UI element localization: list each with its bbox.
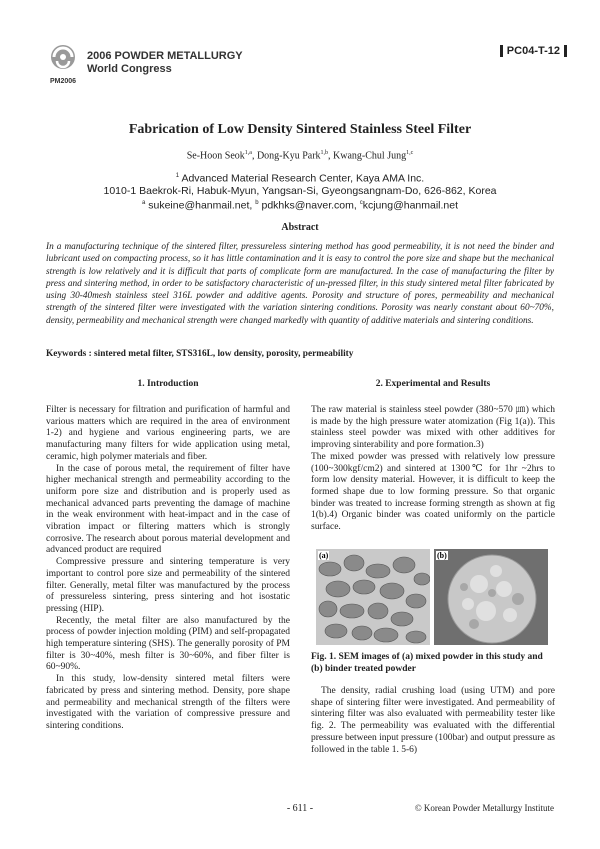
page-number: - 611 -: [286, 803, 314, 814]
affiliation-name: Advanced Material Research Center, Kaya AMA Inc.: [181, 172, 425, 185]
paragraph: Compressive pressure and sintering temperature is very important to control pore size and permeability of the sintered filter. Generally, metal filter was manufactured by the process of pressureless sintering, press sintering and hot isostatic pressing (HIP).: [46, 557, 290, 614]
abstract-heading: Abstract: [281, 222, 319, 233]
email-sup: c: [359, 199, 363, 206]
introduction-body: [46, 405, 290, 733]
section-heading-experimental: 2. Experimental and Results: [375, 379, 491, 389]
paragraph: In the case of porous metal, the requirement of filter have higher mechanical strength and permeability according to the uniform pore size and distribution and is properly used as mechanical advanced parts preventing the damage of machine in the weak environment with heat-impact and in the case of vibration impact or filtering matters which is strongly corrosive. The research about porous material development and advanced product are required: [46, 463, 290, 556]
email-sup: a: [141, 199, 146, 206]
paragraph: The density, radial crushing load (using UTM) and pore shape of sintering filter were investigated. And permeability of sintering filter was also evaluated with permeability tester like fig. 2. The permeability was evaluated with the differential pressure between input pressure (100bar) and output pressure as followed in the table 1. 5-6): [311, 686, 555, 755]
paper-code: PC04-T-12: [500, 45, 567, 57]
keywords: Keywords : sintered metal filter, STS316L, low density, porosity, permeability: [46, 349, 354, 359]
sem-image-binder-treated: [434, 549, 548, 645]
paragraph: The raw material is stainless steel powder (380~570 ㎛) which is made by the high pressure water atomization (Fig 1(a)). This stainless steel powder was mixed with other additives for improving sinterability and pore formation.3): [311, 405, 555, 451]
copyright-notice: © Korean Powder Metallurgy Institute: [414, 803, 554, 813]
experimental-body: [311, 405, 555, 534]
paragraph: In this study, low-density sintered metal filters were fabricated by press and sintering method. Density, pore shape and permeability and mechanical strength of the filters were investigated with the variation of compressive pressure and sintering conditions.: [46, 674, 290, 731]
affiliation-sup: 1: [175, 173, 180, 179]
experimental-body-continued: [311, 686, 555, 756]
conference-subname: World Congress: [87, 63, 172, 75]
paper-title: Fabrication of Low Density Sintered Stainless Steel Filter: [128, 122, 472, 137]
email-link[interactable]: pdkhks@naver.com: [261, 199, 354, 211]
email-link[interactable]: kcjung@hanmail.net: [362, 199, 459, 211]
abstract-text: In a manufacturing technique of the sintered filter, pressureless sintering method has good permeability, it is not need the binder and lubricant used on compacting process, so it has little contamination and it is easy to control the pore size and shape but the mechanical strength is low relatively and it is difficult that parts of complicate form are manufactured. In the case of manufacturing the filter by press and sintering method, in order to be satisfactory characteristic of un-pressed filter, in this study sintered metal filter fabricated by using 30-40mesh stainless steel 316L powder and additive agents. Porosity and structure of pores, permeability and mechanical strength of the sintered filter were investigated with the variation sintering conditions. Porosity was nearly constant about 60~70%, density, permeability and mechanical strength were changed markedly with quantity of additive materials and sintering conditions.: [46, 242, 554, 326]
paragraph: Recently, the metal filter are also manufactured by the process of powder injection molding (PIM) and self-propagated high temperature sintering (SHS). The generally porosity of PM filter is 30~40%, mesh filter is 30~60%, and fiber filter is 60~90%.: [46, 615, 290, 673]
email-sup: b: [255, 199, 259, 206]
author-sup: 1,b: [320, 150, 329, 156]
author-name: Dong-Kyu Park: [256, 150, 321, 162]
logo-year: PM2006: [50, 78, 77, 85]
author-sup: 1,c: [406, 150, 414, 156]
paragraph: Filter is necessary for filtration and purification of harmful and various matters which are required in the area of environment 1-2) and hygiene and various engineering parts, we are manufacturing many filters for wide application using metal, ceramic, high polymer materials and fiber.: [46, 405, 290, 462]
affiliation-block: $^1$ Advanced Material Research Center, Kaya AMA Inc. 1010-1 Baekrok-Ri, Habuk-Myun, Yangsan-Si, Gyeongsangnam-Do, 626-862, Korea $^a$ sukeine@hanmail.net, $^b$ pdkhks@naver.com, $^c$kcjung@hanmail.net: [0, 170, 600, 211]
author-name: Se-Hoon Seok: [186, 150, 245, 162]
figure-label-a: (a): [319, 551, 329, 560]
email-link[interactable]: sukeine@hanmail.net: [148, 199, 250, 211]
conference-name: 2006 POWDER METALLURGY: [87, 50, 243, 62]
sem-image-mixed-powder: [316, 549, 430, 645]
author-sup: 1,a: [244, 150, 252, 156]
affiliation-address: 1010-1 Baekrok-Ri, Habuk-Myun, Yangsan-Si, Gyeongsangnam-Do, 626-862, Korea: [103, 184, 497, 197]
figure-sem-images: [316, 549, 548, 645]
author-list: Se-Hoon Seok$^{1,a}$, Dong-Kyu Park$^{1,b}$, Kwang-Chul Jung$^{1,c}$: [186, 150, 414, 162]
author-name: Kwang-Chul Jung: [333, 150, 407, 162]
pm2006-logo-icon: [48, 44, 78, 80]
paragraph: The mixed powder was pressed with relatively low pressure (100~300kgf/cm2) and sintered at 1300℃ for 1hr ~2hrs to form low density material. However, it is difficult to keep the formed shape due to low forming pressure. So that organic binder was treated to increase forming strength as shown at fig 1(b).4) Organic binder was coated uniformly on the particle surface.: [311, 451, 555, 533]
figure-label-b: (b): [437, 551, 447, 560]
section-heading-introduction: 1. Introduction: [137, 379, 199, 389]
figure-caption: Fig. 1. SEM images of (a) mixed powder in this study and (b) binder treated powder: [311, 652, 543, 674]
